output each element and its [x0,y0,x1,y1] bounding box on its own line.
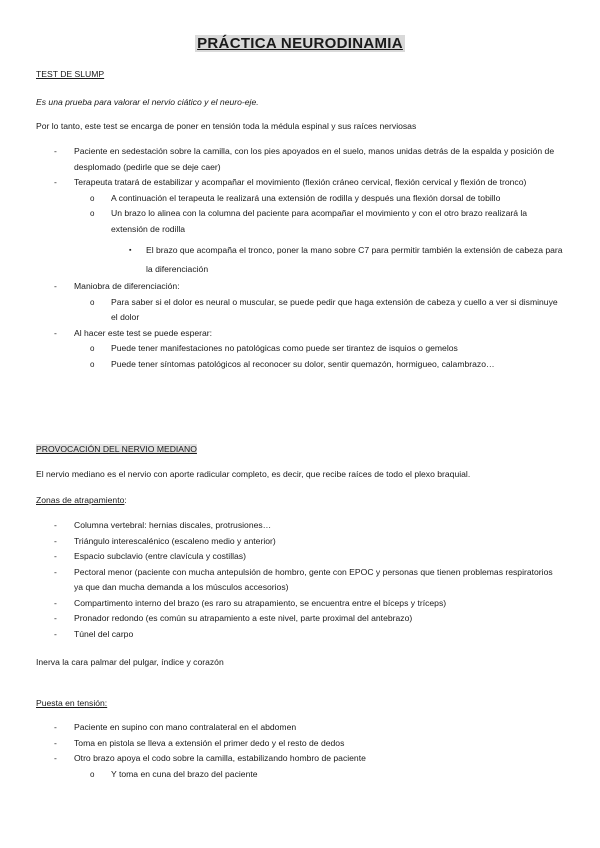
list-item: - Columna vertebral: hernias discales, protrusiones… [74,518,564,534]
list-item: - Compartimento interno del brazo (es raro su atrapamiento, se encuentra entre el bíceps y tríceps) [74,596,564,612]
slump-intro: Por lo tanto, este test se encarga de poner en tensión toda la médula espinal y sus raíces nerviosas [36,121,417,131]
dash-marker: - [54,597,57,608]
list-item: - Otro brazo apoya el codo sobre la camilla, estabilizando hombro de paciente o Y toma en cuna del brazo del paciente [74,751,564,782]
dash-marker: - [54,146,57,156]
tension-list [54,720,564,782]
list-item: - Terapeuta tratará de estabilizar y acompañar el movimiento (flexión cráneo cervical, flexión cervical y flexión de tronco) o A continuación el terapeuta le realizará una extensión de rodilla y después una flexión dorsal de tobillo o Un brazo lo alinea con la columna del paciente para acompañar el movimiento y con el otro brazo realizará la extensión de rodilla ▪ El brazo que acompaña el tronco, poner la mano sobre C7 para permitir también la extensión de cabeza para la diferenciación [74,175,564,279]
circle-marker: o [90,193,95,203]
dash-marker: - [54,613,57,623]
circle-marker: o [90,769,95,779]
slump-intro-italic: Es una prueba para valorar el nervio ciático y el neuro-eje. [36,97,259,107]
section-heading-mediano: PROVOCACIÓN DEL NERVIO MEDIANO [36,444,197,454]
dash-marker: - [54,520,57,530]
list-item: o Puede tener síntomas patológicos al reconocer su dolor, sentir quemazón, hormigueo, calambrazo… [111,357,564,373]
list-item: - Paciente en sedestación sobre la camilla, con los pies apoyados en el suelo, manos unidas detrás de la espalda y posición de desplomado (pedirle que se deje caer) [54,146,555,172]
list-item: o A continuación el terapeuta le realizará una extensión de rodilla y después una flexión dorsal de tobillo [111,191,564,207]
list-item: ▪ El brazo que acompaña el tronco, poner la mano sobre C7 para permitir también la extensión de cabeza para la diferenciación [146,241,564,279]
list-item: - Pectoral menor (paciente con mucha antepulsión de hombro, gente con EPOC y personas que tienen problemas respiratorios ya que dan mucha demanda a los músculos accesorios) [54,566,553,592]
page-title: PRÁCTICA NEURODINAMIA [197,35,403,52]
slump-list [54,144,564,372]
mediano-intro: El nervio mediano es el nervio con aporte radicular completo, es decir, que recibe raíces de todo el plexo braquial. [36,469,471,479]
list-item: - Al hacer este test se puede esperar: o Puede tener manifestaciones no patológicas como puede ser tirantez de isquios o gemelos o Puede tener síntomas patológicos al reconocer su dolor, sentir quemazón, hormigueo, calambrazo… [74,326,564,373]
circle-marker: o [90,359,95,369]
dash-marker: - [54,737,57,748]
dash-marker: - [54,177,57,187]
innervation-text: Inerva la cara palmar del pulgar, índice y corazón [36,657,224,667]
list-item: - Triángulo interescalénico (escaleno medio y anterior) [74,534,564,550]
list-item: - Toma en pistola se lleva a extensión el primer dedo y el resto de dedos [74,736,564,752]
dash-marker: - [54,722,57,732]
list-item: o Puede tener manifestaciones no patológicas como puede ser tirantez de isquios o gemelos [111,341,564,357]
circle-marker: o [90,297,95,307]
zones-list [54,518,564,642]
dash-marker: - [54,535,57,546]
list-item: - Pronador redondo (es común su atrapamiento a este nivel, parte proximal del antebrazo) [74,611,564,627]
section-heading-slump: TEST DE SLUMP [36,69,105,79]
dash-marker: - [54,551,57,561]
zones-heading: Zonas de atrapamiento: [36,495,127,505]
list-item: - Maniobra de diferenciación: o Para saber si el dolor es neural o muscular, se puede pedir que haga extensión de cabeza y cuello a ver si disminuye el dolor [74,279,564,326]
list-item: - Paciente en supino con mano contralateral en el abdomen [74,720,564,736]
list-item: o Un brazo lo alinea con la columna del paciente para acompañar el movimiento y con el otro brazo realizará la extensión de rodilla ▪ El brazo que acompaña el tronco, poner la mano sobre C7 para permitir también la extensión de cabeza para la diferenciación [111,206,564,279]
list-item: o Y toma en cuna del brazo del paciente [111,767,564,783]
circle-marker: o [90,344,95,353]
list-item: - Espacio subclavio (entre clavícula y costillas) [74,549,564,565]
circle-marker: o [90,209,95,218]
square-marker: ▪ [129,247,132,254]
tension-heading: Puesta en tensión: [36,698,108,708]
list-item: - Túnel del carpo [74,627,564,643]
dash-marker: - [54,566,57,577]
dash-marker: - [54,327,57,338]
dash-marker: - [54,281,57,291]
dash-marker: - [54,628,57,639]
dash-marker: - [54,753,57,763]
list-item: o Para saber si el dolor es neural o muscular, se puede pedir que haga extensión de cabeza y cuello a ver si disminuye el dolor [90,296,558,322]
